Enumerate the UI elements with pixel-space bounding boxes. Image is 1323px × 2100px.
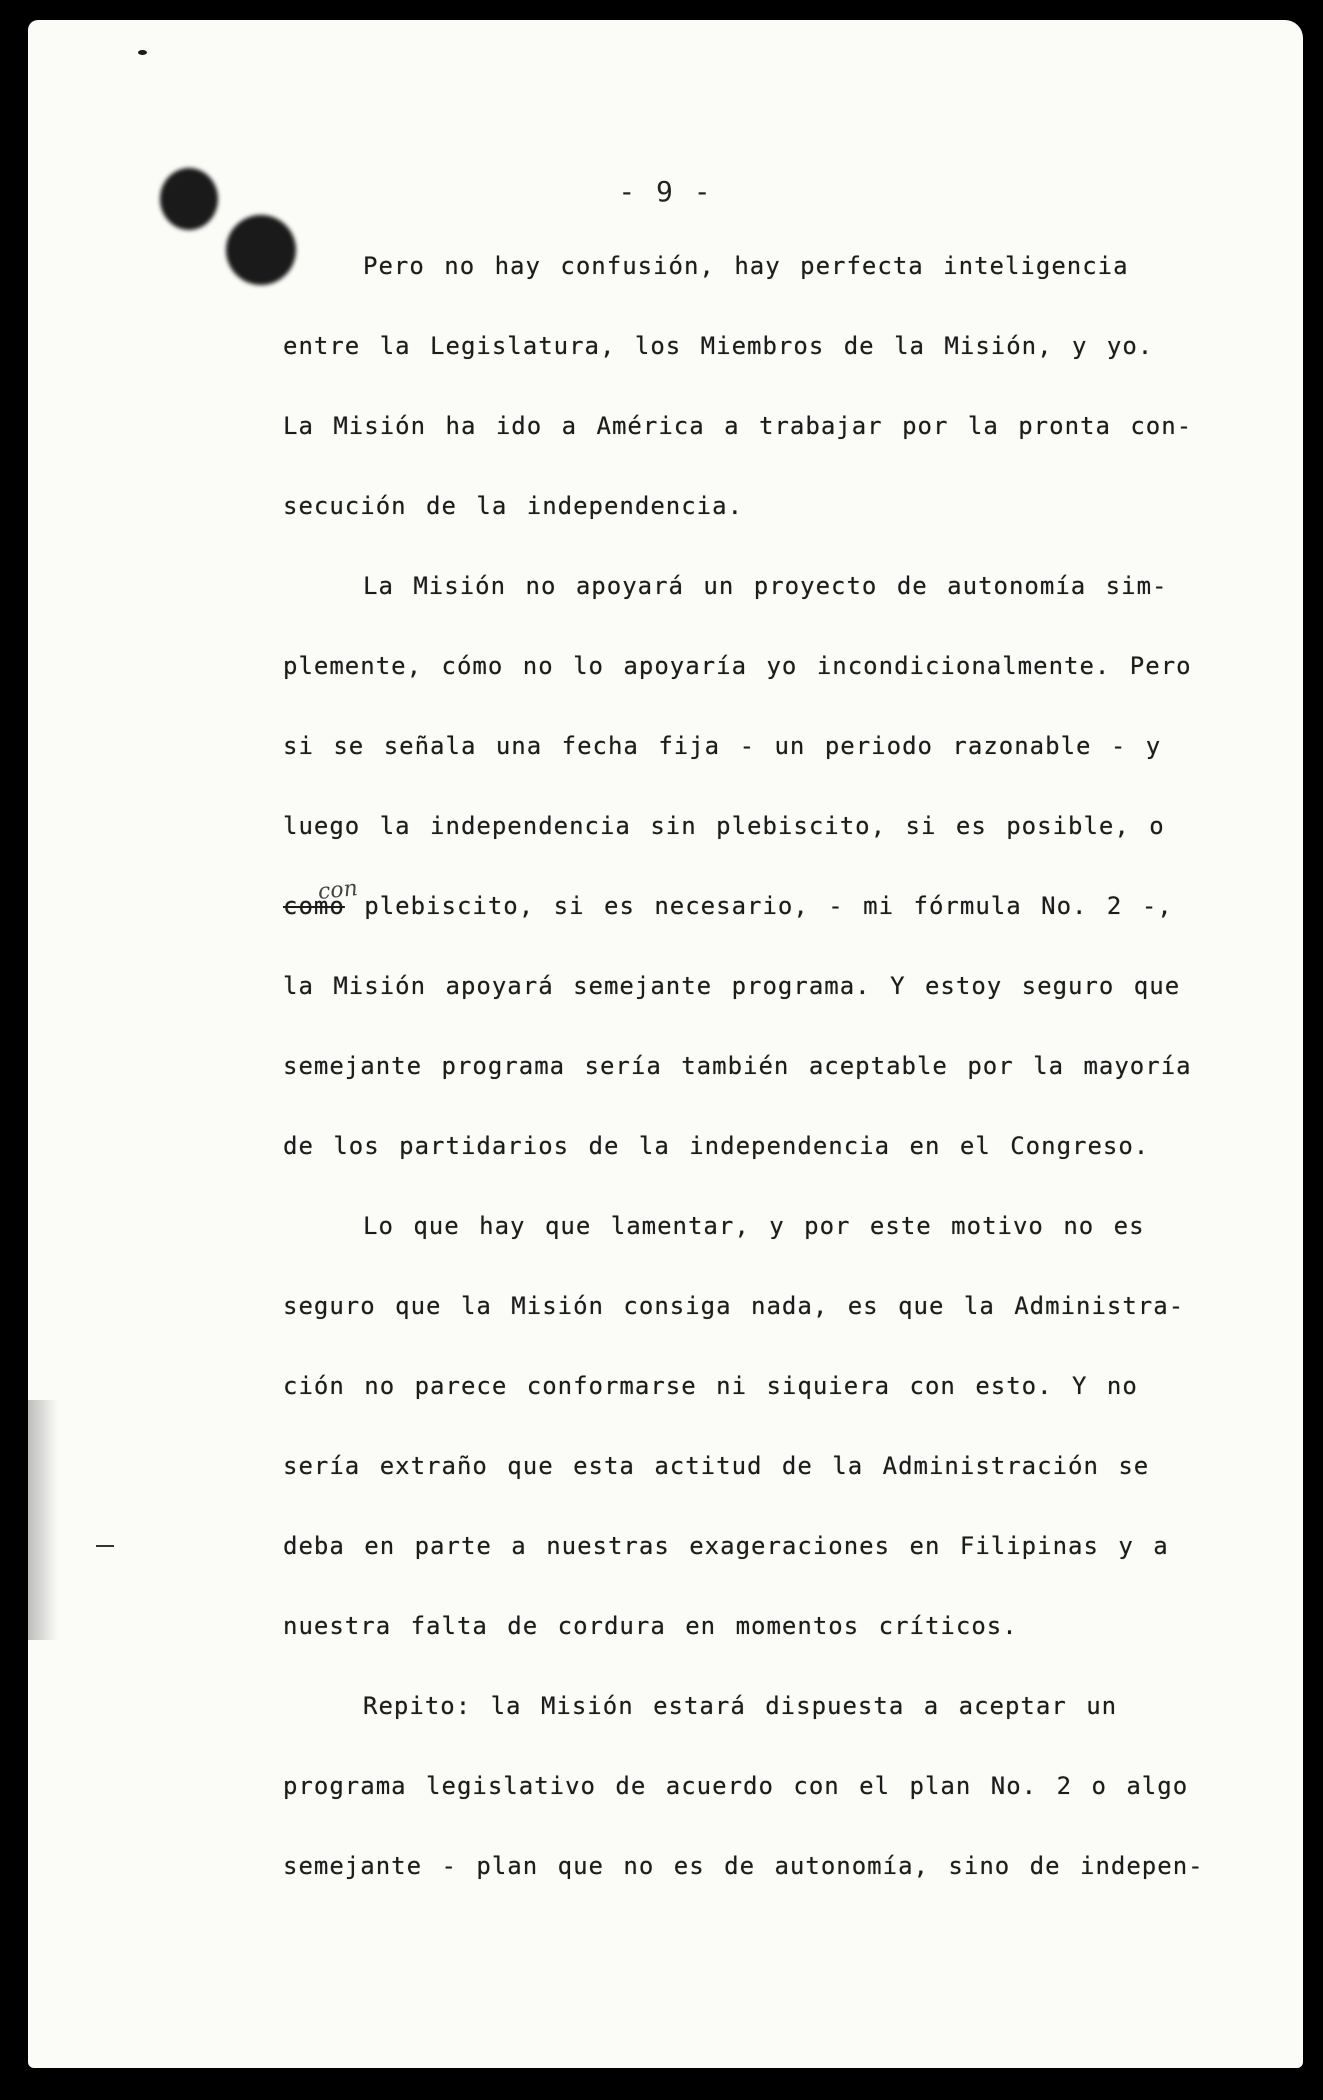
text-line-rest: plebiscito, si es necesario, - mi fórmula No. 2 -, [364,892,1173,920]
struck-word: como [283,892,345,920]
ink-speck [138,50,147,55]
page-number: - 9 - [618,175,713,208]
text-line: semejante programa sería también aceptable por la mayoría [283,1052,1192,1080]
text-line-corrected [283,892,1213,920]
text-line: luego la independencia sin plebiscito, si es posible, o [283,812,1165,840]
text-line: la Misión apoyará semejante programa. Y estoy seguro que [283,972,1181,1000]
text-line: Pero no hay confusión, hay perfecta inteligencia [363,252,1129,280]
text-line: Repito: la Misión estará dispuesta a aceptar un [363,1692,1118,1720]
text-line: plemente, cómo no lo apoyaría yo incondicionalmente. Pero [283,652,1192,680]
text-line: programa legislativo de acuerdo con el plan No. 2 o algo [283,1772,1189,1800]
text-line: entre la Legislatura, los Miembros de la Misión, y yo. [283,332,1154,360]
text-line: secución de la independencia. [283,492,744,520]
text-line: ción no parece conformarse ni siquiera con esto. Y no [283,1372,1138,1400]
text-line: seguro que la Misión consiga nada, es que la Administra- [283,1292,1185,1320]
scan-edge-shadow [28,1400,58,1640]
text-line: de los partidarios de la independencia en el Congreso. [283,1132,1150,1160]
margin-mark [96,1545,114,1547]
text-line: si se señala una fecha fija - un periodo razonable - y [283,732,1162,760]
text-line: nuestra falta de cordura en momentos críticos. [283,1612,1018,1640]
ink-blot [226,215,296,285]
text-line: Lo que hay que lamentar, y por este motivo no es [363,1212,1145,1240]
handwritten-correction: con [316,875,359,906]
text-line: sería extraño que esta actitud de la Administración se [283,1452,1150,1480]
text-line: deba en parte a nuestras exageraciones en Filipinas y a [283,1532,1169,1560]
document-page [28,20,1303,2068]
text-line: semejante - plan que no es de autonomía, sino de indepen- [283,1852,1204,1880]
text-line: La Misión ha ido a América a trabajar por la pronta con- [283,412,1193,440]
text-line: La Misión no apoyará un proyecto de autonomía sim- [363,572,1168,600]
